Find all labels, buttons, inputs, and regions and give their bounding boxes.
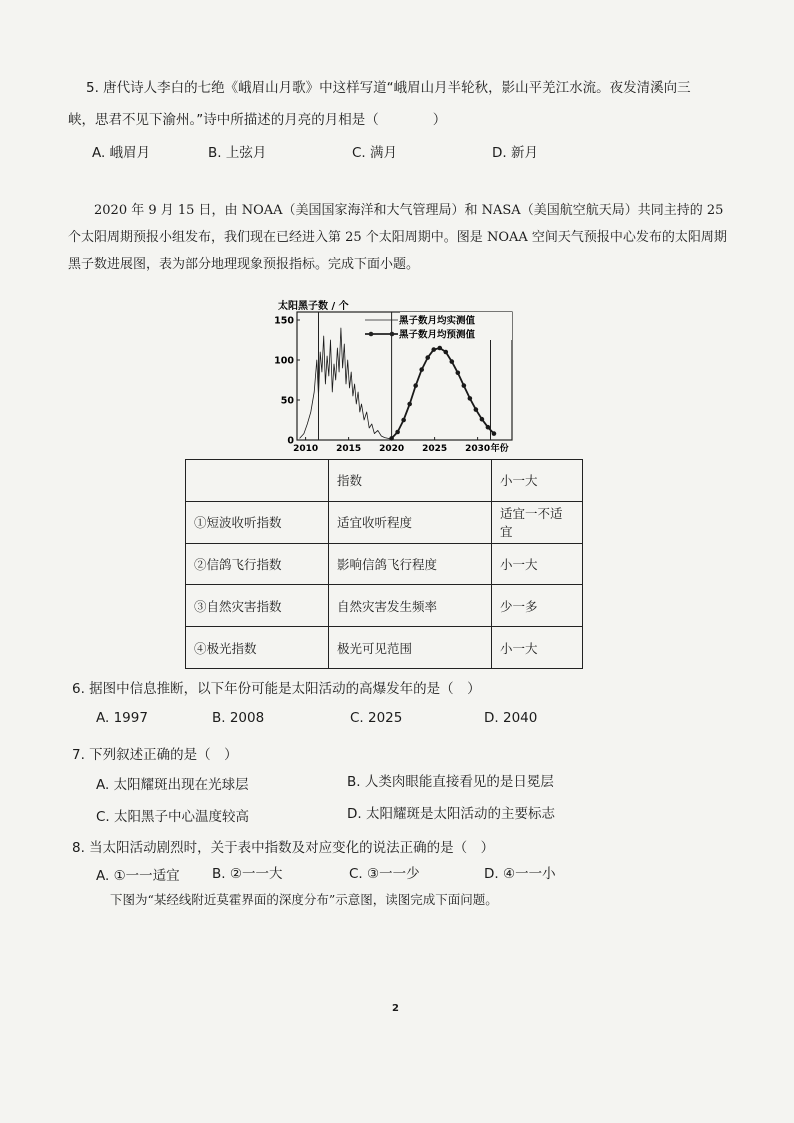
q6-option-d[interactable]: D. 2040 bbox=[484, 710, 538, 726]
y-axis-ticks bbox=[274, 316, 300, 447]
q7-option-b[interactable]: B. 人类肉眼能直接看见的是日冕层 bbox=[347, 774, 554, 790]
table-cell: 自然灾害发生频率 bbox=[329, 585, 492, 627]
y-tick-label: 0 bbox=[287, 435, 294, 447]
data-point bbox=[486, 425, 491, 430]
y-tick-label: 100 bbox=[274, 355, 294, 367]
table-cell bbox=[186, 460, 329, 502]
data-point bbox=[462, 383, 467, 388]
data-point bbox=[395, 430, 400, 435]
table-cell: 极光可见范围 bbox=[329, 627, 492, 669]
passage-text: 2020 年 9 月 15 日，由 NOAA（美国国家海洋和大气管理局）和 NASA（美国航空航天局）共同主持的 25 个太阳周期预报小组发布，我们现在已经进入第 25 个太阳周期中。图是 NOAA 空间天气预报中心发布的太阳周期黑子数进展图，表为部分地理现象预报指标。完成下面小题。 bbox=[68, 203, 727, 272]
data-point bbox=[407, 402, 412, 407]
table-row bbox=[186, 543, 583, 585]
table-cell: ④极光指数 bbox=[186, 627, 329, 669]
q8-stem: 8. 当太阳活动剧烈时，关于表中指数及对应变化的说法正确的是（ ） bbox=[72, 840, 495, 856]
x-axis-unit-label: 年份 bbox=[490, 444, 509, 454]
series-line-measured bbox=[300, 328, 392, 439]
q6-option-c[interactable]: C. 2025 bbox=[350, 710, 403, 726]
q5-option-c[interactable]: C. 满月 bbox=[352, 145, 398, 161]
data-point bbox=[492, 431, 497, 436]
data-point bbox=[480, 417, 485, 422]
page-number: 2 bbox=[392, 1003, 399, 1014]
data-point bbox=[431, 347, 436, 352]
data-point bbox=[413, 383, 418, 388]
x-tick-label: 2015 bbox=[336, 444, 362, 454]
q5-option-d[interactable]: D. 新月 bbox=[492, 145, 538, 161]
table-row bbox=[186, 501, 583, 543]
x-tick-label: 2010 bbox=[293, 444, 319, 454]
q8-option-b[interactable]: B. ②一一大 bbox=[212, 866, 283, 882]
table-cell: 小一大 bbox=[492, 627, 583, 669]
data-point bbox=[437, 346, 442, 351]
q6-option-a[interactable]: A. 1997 bbox=[96, 710, 148, 726]
table-cell: 少一多 bbox=[492, 585, 583, 627]
indices-table bbox=[185, 459, 583, 669]
q7-option-a[interactable]: A. 太阳耀斑出现在光球层 bbox=[96, 777, 249, 793]
q8-option-d[interactable]: D. ④一一小 bbox=[484, 866, 556, 882]
q5-option-a[interactable]: A. 峨眉月 bbox=[92, 145, 151, 161]
q6-stem: 6. 据图中信息推断，以下年份可能是太阳活动的高爆发年的是（ ） bbox=[72, 681, 481, 697]
y-axis-label: 太阳黑子数 / 个 bbox=[278, 301, 349, 312]
table-cell: 适宜一不适宜 bbox=[492, 501, 583, 543]
q5-stem-line1: 5. 唐代诗人李白的七绝《峨眉山月歌》中这样写道“峨眉山月半轮秋，影山平羌江水流。夜发清溪向三 bbox=[86, 80, 691, 96]
y-tick-label: 50 bbox=[280, 395, 294, 407]
q7-option-c[interactable]: C. 太阳黑子中心温度较高 bbox=[96, 809, 250, 825]
q8-option-a[interactable]: A. ①一一适宜 bbox=[96, 868, 180, 884]
data-point bbox=[401, 418, 406, 423]
data-point bbox=[425, 355, 430, 360]
table-header-row bbox=[186, 460, 583, 502]
series-group bbox=[300, 328, 497, 441]
table-cell: 小一大 bbox=[492, 460, 583, 502]
table-cell: ①短波收听指数 bbox=[186, 501, 329, 543]
legend-label-measured: 黑子数月均实测值 bbox=[399, 315, 476, 327]
data-point bbox=[389, 436, 394, 441]
sunspot-chart bbox=[270, 298, 518, 458]
next-section-intro: 下图为“某经线附近莫霍界面的深度分布”示意图，读图完成下面问题。 bbox=[110, 892, 498, 907]
table-row bbox=[186, 585, 583, 627]
table-cell: 适宜收听程度 bbox=[329, 501, 492, 543]
x-tick-label: 2025 bbox=[422, 444, 448, 454]
legend-label-predicted: 黑子数月均预测值 bbox=[399, 329, 476, 341]
table-cell: ③自然灾害指数 bbox=[186, 585, 329, 627]
series-line-predicted bbox=[392, 348, 494, 438]
data-point bbox=[419, 367, 424, 372]
table-cell: ②信鸽飞行指数 bbox=[186, 543, 329, 585]
table-cell: 小一大 bbox=[492, 543, 583, 585]
q6-option-b[interactable]: B. 2008 bbox=[212, 710, 265, 726]
table-row bbox=[186, 627, 583, 669]
legend bbox=[365, 312, 512, 341]
table-cell: 影响信鸽飞行程度 bbox=[329, 543, 492, 585]
q8-option-c[interactable]: C. ③一一少 bbox=[349, 866, 420, 882]
q5-stem-line2: 峡，思君不见下渝州。”诗中所描述的月亮的月相是（ ） bbox=[68, 112, 447, 128]
table-cell: 指数 bbox=[329, 460, 492, 502]
data-point bbox=[450, 359, 455, 364]
legend-marker bbox=[369, 332, 374, 337]
legend-marker bbox=[390, 332, 395, 337]
q7-option-d[interactable]: D. 太阳耀斑是太阳活动的主要标志 bbox=[347, 806, 555, 822]
x-tick-label: 2030 bbox=[465, 444, 491, 454]
data-point bbox=[443, 350, 448, 355]
data-point bbox=[474, 407, 479, 412]
data-point bbox=[456, 371, 461, 376]
x-tick-label: 2020 bbox=[379, 444, 405, 454]
data-point bbox=[468, 396, 473, 401]
y-tick-label: 150 bbox=[274, 315, 294, 327]
q7-stem: 7. 下列叙述正确的是（ ） bbox=[72, 747, 238, 763]
q5-option-b[interactable]: B. 上弦月 bbox=[208, 145, 267, 161]
